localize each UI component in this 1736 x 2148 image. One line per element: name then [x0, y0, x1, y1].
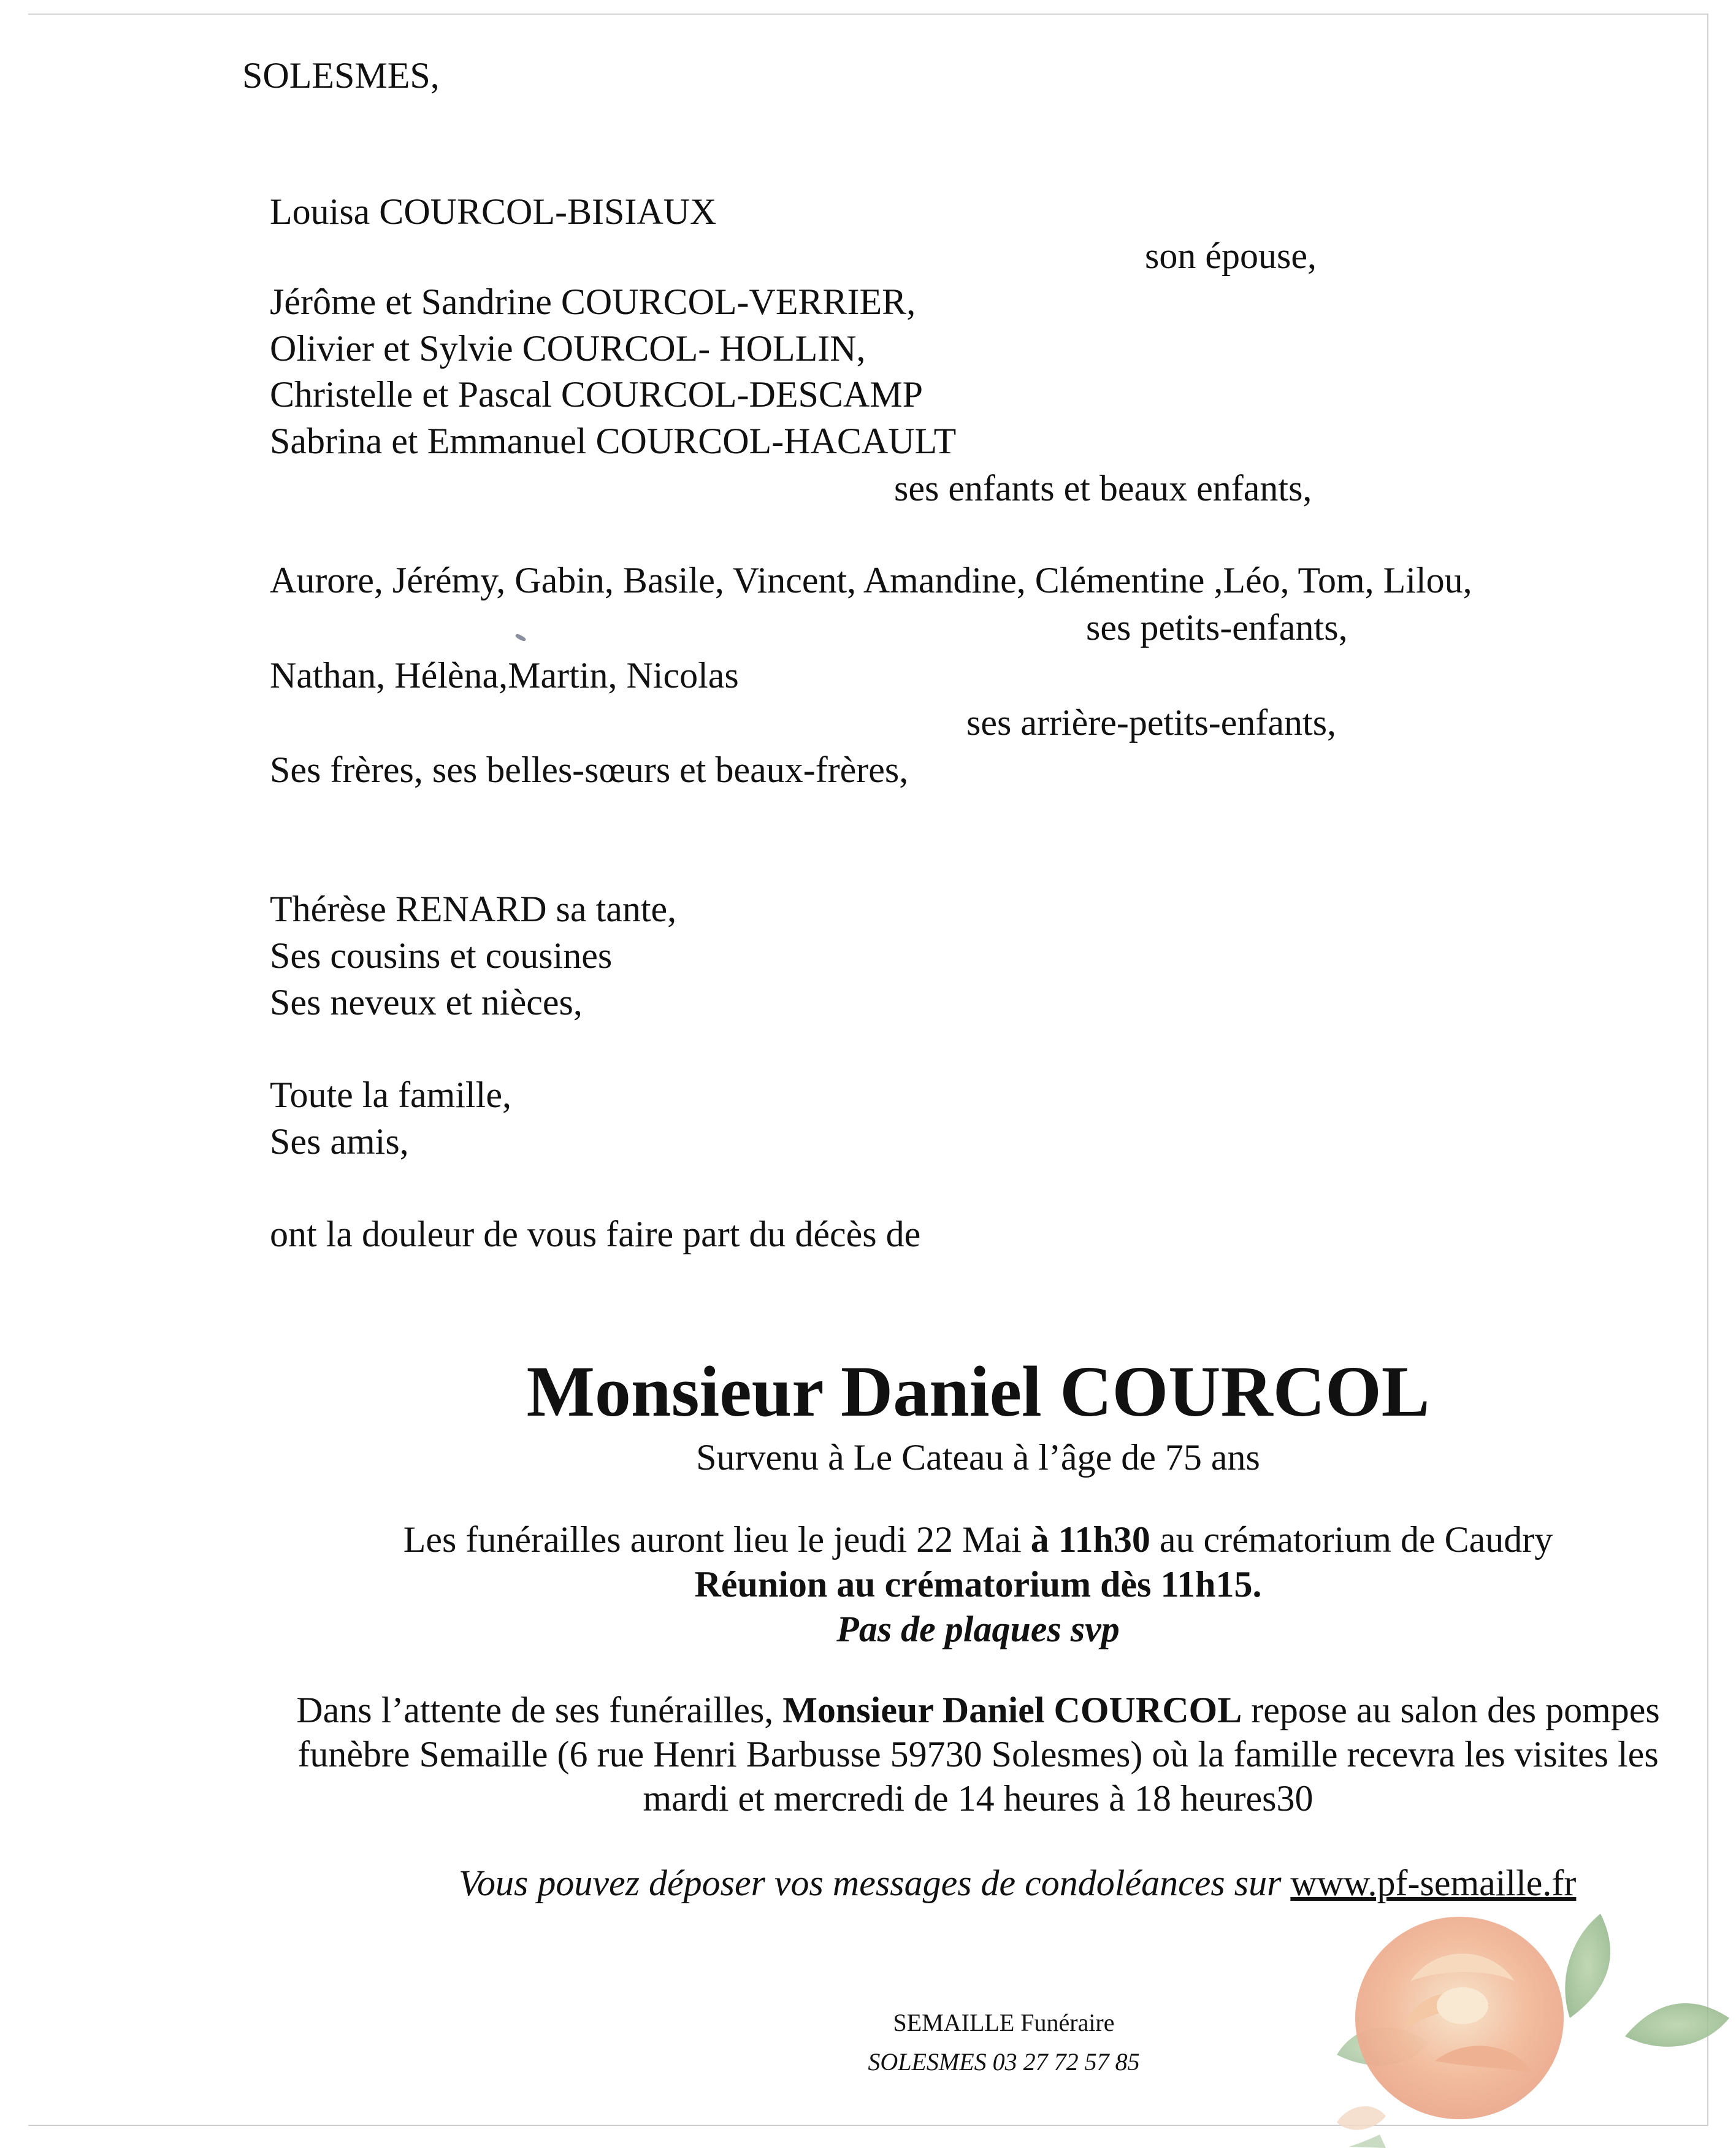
- visitation-line-2: funèbre Semaille (6 rue Henri Barbusse 59730 Solesmes) où la famille recevra les visites les: [297, 1734, 1659, 1774]
- funeral-time: à 11h30: [1030, 1519, 1150, 1560]
- condolences-text: Vous pouvez déposer vos messages de condoléances sur: [459, 1863, 1291, 1903]
- child-line: Christelle et Pascal COURCOL-DESCAMP: [270, 374, 923, 415]
- funeral-date-text: Les funérailles auront lieu le jeudi 22 Mai: [403, 1519, 1031, 1560]
- visitation-name: Monsieur Daniel COURCOL: [782, 1690, 1242, 1730]
- grandchildren-role: ses petits-enfants,: [1086, 607, 1348, 648]
- child-line: Jérôme et Sandrine COURCOL-VERRIER,: [270, 282, 916, 322]
- great-grandchildren-list: Nathan, Hélèna,Martin, Nicolas: [270, 655, 739, 696]
- aunt-line: Thérèse RENARD sa tante,: [270, 889, 677, 929]
- visitation-rest: repose au salon des pompes: [1242, 1690, 1660, 1730]
- children-role: ses enfants et beaux enfants,: [894, 468, 1312, 508]
- funeral-line: [403, 1521, 1553, 1558]
- deceased-subtitle: Survenu à Le Cateau à l’âge de 75 ans: [696, 1437, 1260, 1478]
- friends-line: Ses amis,: [270, 1121, 409, 1162]
- child-line: Sabrina et Emmanuel COURCOL-HACAULT: [270, 421, 957, 461]
- funeral-place-text: au crématorium de Caudry: [1150, 1519, 1553, 1560]
- deceased-name: Monsieur Daniel COURCOL: [526, 1351, 1430, 1432]
- cousins-line: Ses cousins et cousines: [270, 935, 613, 976]
- visitation-line-1: [296, 1692, 1659, 1728]
- spouse-role: son épouse,: [1145, 236, 1317, 276]
- no-plaques-note: Pas de plaques svp: [836, 1609, 1120, 1649]
- siblings-line: Ses frères, ses belles-sœurs et beaux-frères,: [270, 750, 909, 790]
- place-heading: SOLESMES,: [242, 55, 440, 96]
- visitation-line-3: mardi et mercredi de 14 heures à 18 heures30: [643, 1778, 1313, 1819]
- meeting-line: Réunion au crématorium dès 11h15.: [694, 1564, 1262, 1605]
- family-line: Toute la famille,: [270, 1075, 511, 1115]
- nephews-line: Ses neveux et nièces,: [270, 982, 583, 1022]
- child-line: Olivier et Sylvie COURCOL- HOLLIN,: [270, 328, 866, 369]
- condolences-link[interactable]: www.pf-semaille.fr: [1290, 1863, 1577, 1903]
- great-grandchildren-role: ses arrière-petits-enfants,: [966, 702, 1337, 743]
- announcement-line: ont la douleur de vous faire part du décès de: [270, 1214, 921, 1254]
- footer-contact: SOLESMES 03 27 72 57 85: [868, 2048, 1140, 2076]
- spouse-name: Louisa COURCOL-BISIAUX: [270, 191, 717, 232]
- grandchildren-list: Aurore, Jérémy, Gabin, Basile, Vincent, Amandine, Clémentine ,Léo, Tom, Lilou,: [270, 560, 1472, 600]
- visitation-intro: Dans l’attente de ses funérailles,: [296, 1690, 783, 1730]
- rose-illustration: [1226, 1889, 1736, 2148]
- footer-company: SEMAILLE Funéraire: [893, 2009, 1115, 2036]
